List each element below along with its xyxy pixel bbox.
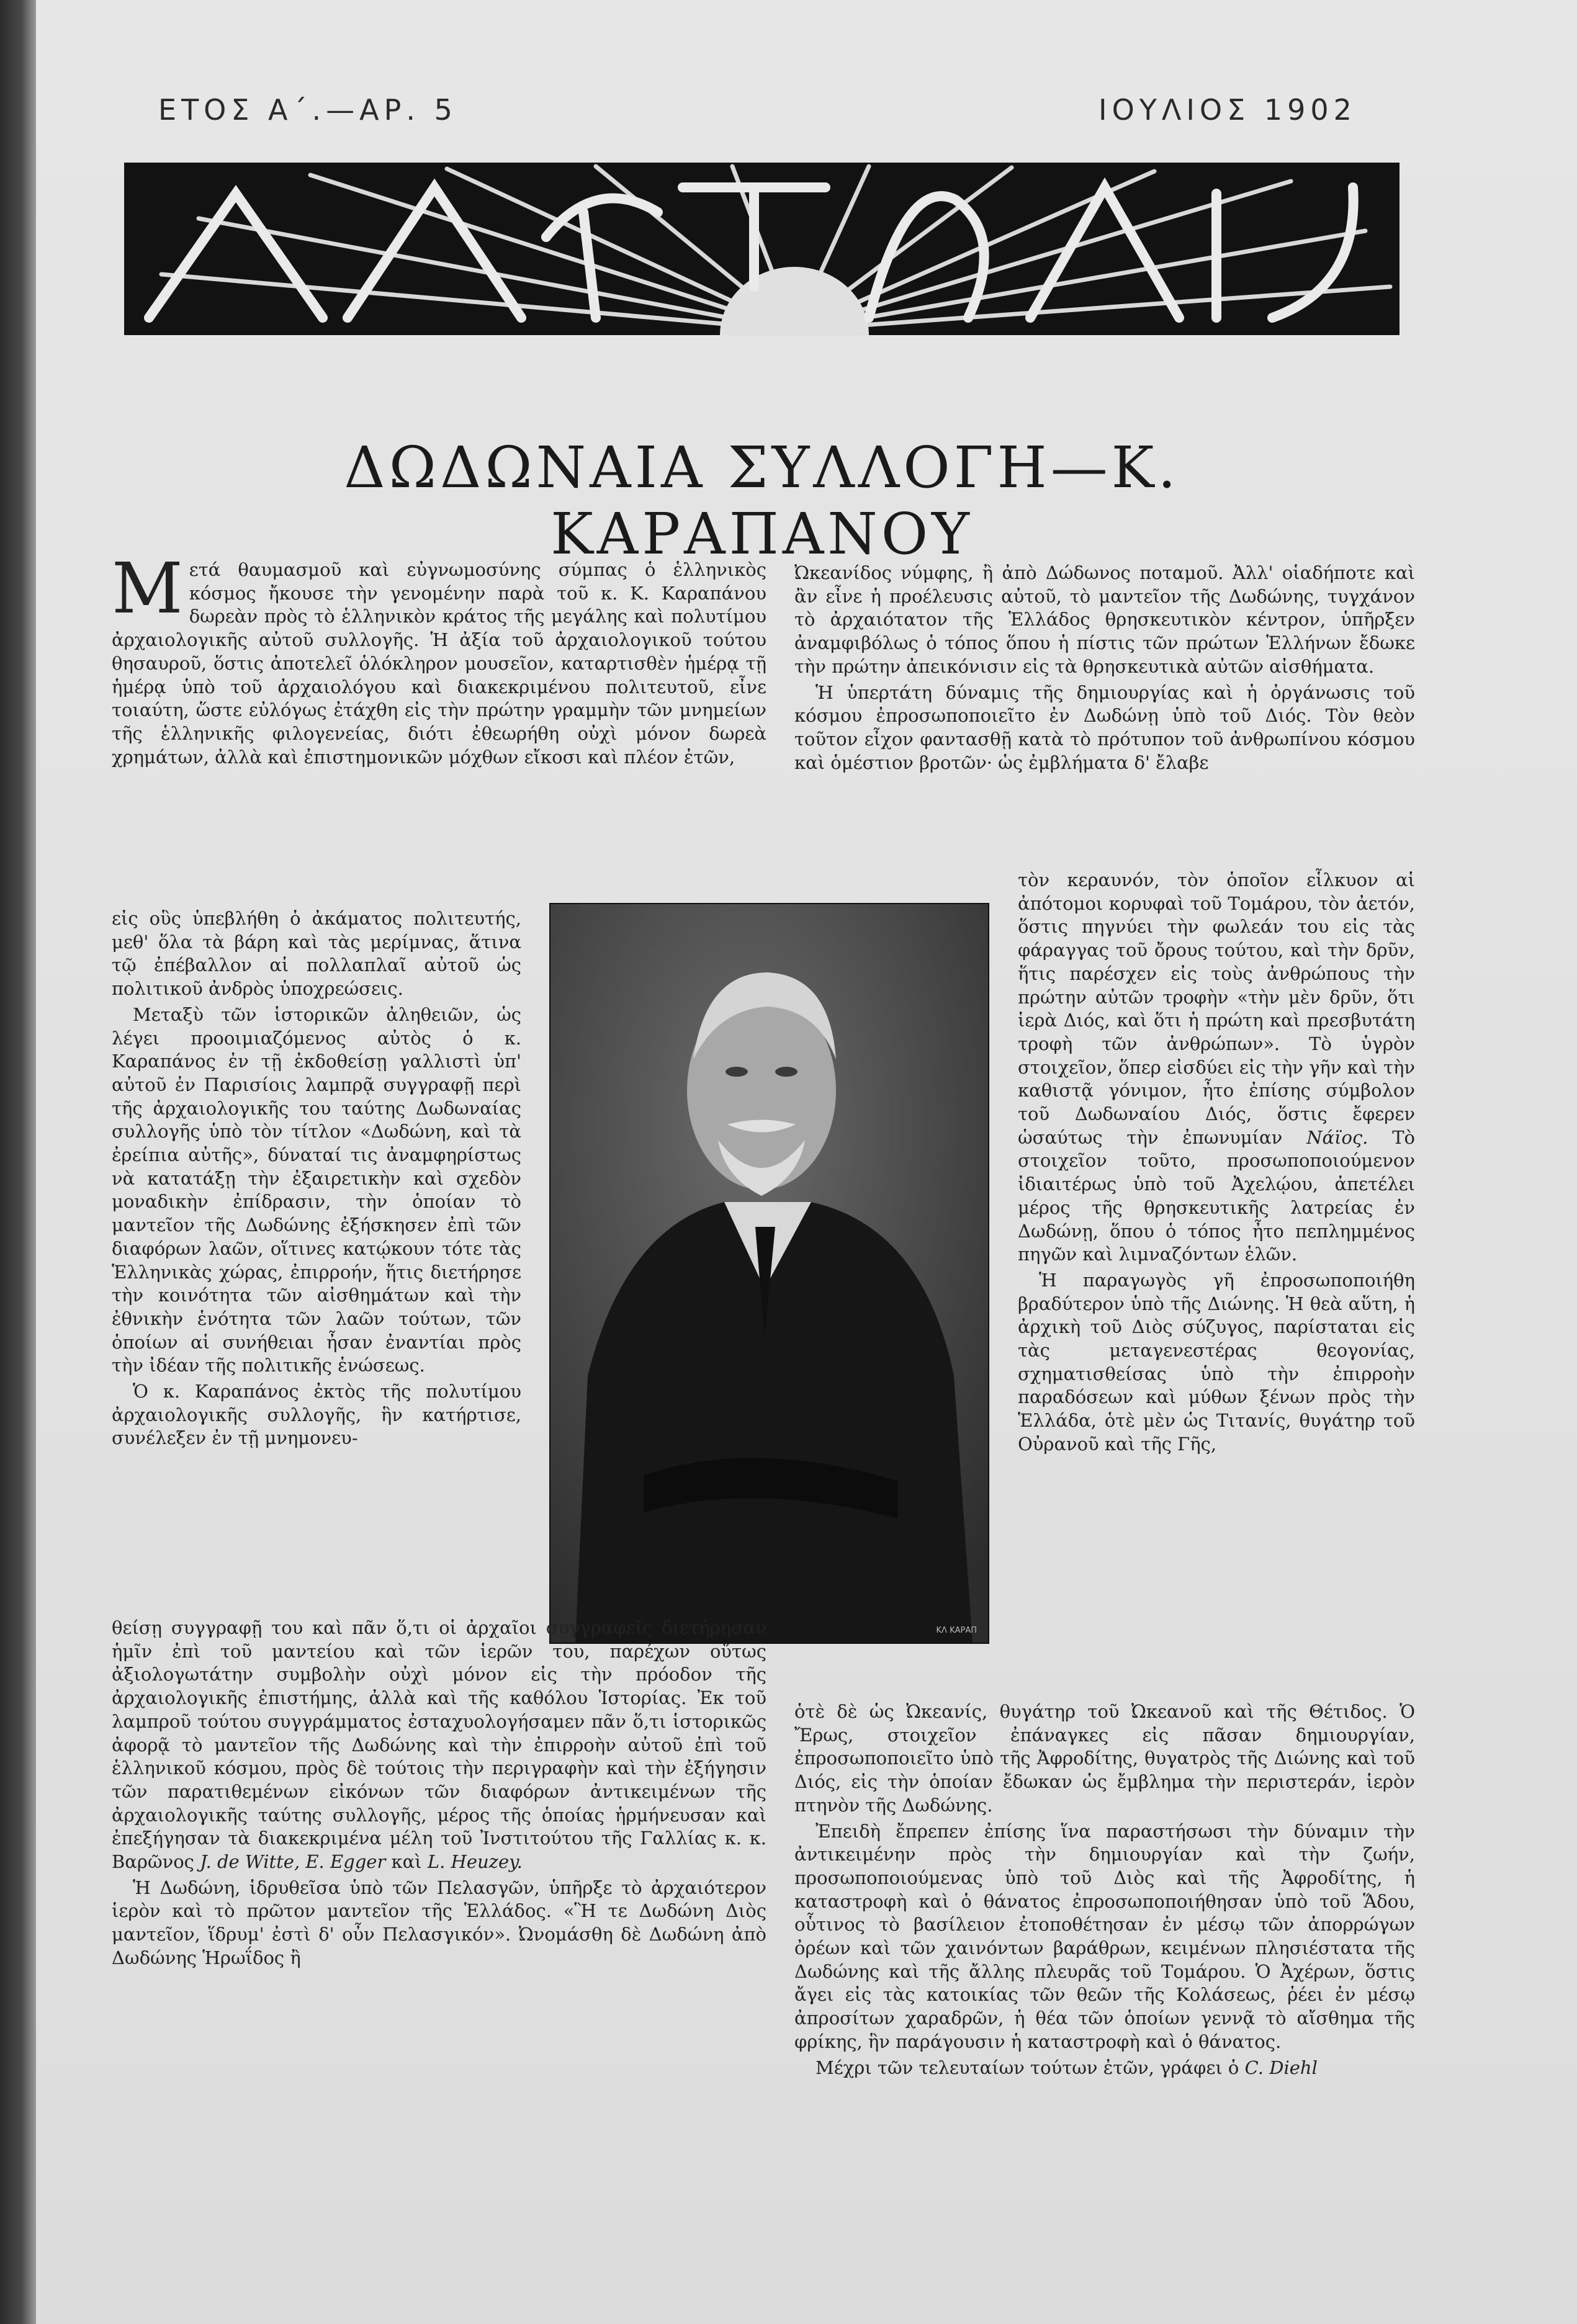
epithet-text: Νάϊος.	[1306, 1126, 1368, 1148]
masthead-sunburst-logo	[124, 163, 1400, 335]
article-title: ΔΩΔΩΝΑΙΑ ΣΥΛΛΟΓΗ—Κ. ΚΑΡΑΠΑΝΟΥ	[344, 434, 1180, 567]
article-paragraph: Ἡ παραγωγὸς γῆ ἐπροσωποποιήθη βραδύτερον ὑπὸ τῆς Διώνης. Ἡ θεὰ αὕτη, ἡ ἀρχικὴ τοῦ Διὸς σύζυγος, παρίσταται εἰς τὰς μεταγενεστέρας θεογονίας, σχηματισθείσας ὑπὸ τὴν ἐπιρροὴν παραδόσεων καὶ μύθων ξένων πρὸς τὴν Ἑλλάδα, ὁτὲ μὲν ὡς Τιτανίς, θυγάτηρ τοῦ Οὐρανοῦ καὶ τῆς Γῆς,	[1018, 1269, 1415, 1455]
masthead-banner	[124, 163, 1400, 335]
photo-credit: ΚΛ ΚΑΡΑΠ	[936, 1626, 977, 1635]
article-paragraph	[794, 2057, 1415, 2080]
article-paragraph: εἰς οὓς ὑπεβλήθη ὁ ἀκάματος πολιτευτής, μεθ' ὅλα τὰ βάρη καὶ τὰς μερίμνας, ἅτινα τῷ ἐπέβαλλον αἱ πολλαπλαῖ αὐτοῦ ὡς πολιτικοῦ ἀνδρὸς ὑποχρεώσεις.	[112, 908, 521, 1000]
issue-number: ΕΤΟΣ Α΄.—ΑΡ. 5	[158, 93, 457, 127]
article-column-right-top	[794, 562, 1415, 777]
article-column-right-narrow	[1018, 869, 1415, 1459]
article-paragraph: Μεταξὺ τῶν ἱστορικῶν ἀληθειῶν, ὡς λέγει προοιμιαζόμενος αὐτὸς ὁ κ. Καραπάνος ἐν τῇ ἐκδοθείσῃ γαλλιστὶ ὑπ' αὐτοῦ ἐν Παρισίοις λαμπρᾷ συγγραφῇ περὶ τῆς ἀρχαιολογικῆς του ταύτης Δωδωναίας συλλογῆς ὑπὸ τὸν τίτλον «Δωδώνη, καὶ τὰ ἐρείπια αὐτῆς», δύναταί τις ἀναμφηρίστως νὰ κατατάξῃ τὴν ἐξαιρετικὴν καὶ σχεδὸν μοναδικὴν ἐπίδρασιν, τὴν ὁποίαν τὸ μαντεῖον τῆς Δωδώνης ἐξήσκησεν ἐπὶ τῶν διαφόρων λαῶν, οἵτινες κατῴκουν τότε τὰς Ἑλληνικὰς χώρας, ἐπιρροήν, ἥτις διετήρησε τὴν κοινότητα τῶν αἰσθημάτων καὶ τὴν ἐθνικὴν ἑνότητα τῶν λαῶν τούτων, τῶν ὁποίων αἱ συνήθειαι ἦσαν ἐναντίαι πρὸς τὴν ἰδέαν τῆς πολιτικῆς ἑνώσεως.	[112, 1003, 521, 1376]
portrait-photograph	[549, 903, 989, 1644]
article-paragraph: Ὁ κ. Καραπάνος ἐκτὸς τῆς πολυτίμου ἀρχαιολογικῆς συλλογῆς, ἣν κατήρτισε, συνέλεξεν ἐν τῇ μνημονευ-	[112, 1381, 521, 1449]
book-binding-edge	[0, 0, 36, 2324]
article-paragraph: Ἡ ὑπερτάτη δύναμις τῆς δημιουργίας καὶ ἡ ὀργάνωσις τοῦ κόσμου ἐπροσωποποιεῖτο ἐν Δωδώνῃ ὑπὸ τοῦ Διός. Τὸν θεὸν τοῦτον εἶχον φαντασθῇ κατὰ τὸ πρότυπον τοῦ ἀνθρωπίνου κόσμου καὶ ὁμέστιον βροτῶν· ὡς ἐμβλήματα δ' ἔλαβε	[794, 681, 1415, 773]
article-column-right-bottom	[794, 1700, 1415, 2082]
conjunction-text: καὶ	[391, 1851, 422, 1873]
scholar-name: L. Heuzey.	[427, 1851, 523, 1873]
author-name: C. Diehl	[1244, 2057, 1318, 2078]
article-paragraph	[1018, 869, 1415, 1267]
paragraph-text: Τὸ στοιχεῖον τοῦτο, προσωποποιούμενον ἰδιαιτέρως ὑπὸ τοῦ Ἀχελῴου, ἀπετέλει μέρος τῆς θρησκευτικῆς λατρείας ἐν Δωδώνῃ, ὅπου ὁ τόπος ἦτο πεπλημμένος πηγῶν καὶ λιμναζόντων ἑλῶν.	[1018, 1126, 1416, 1265]
article-column-left-top	[112, 549, 766, 771]
paragraph-text: Μέχρι τῶν τελευταίων τούτων ἐτῶν, γράφει ὁ	[815, 2057, 1239, 2078]
portrait-figure	[550, 904, 988, 1643]
drop-cap: Μ	[112, 549, 183, 629]
article-column-left-bottom	[112, 1617, 766, 1973]
paragraph-text: τὸν κεραυνόν, τὸν ὁποῖον εἷλκυον αἱ ἀπότομοι κορυφαὶ τοῦ Τομάρου, τὸν ἀετόν, ὅστις πηγνύει τὴν φωλεάν του εἰς τὰς φάραγγας τοῦ ὄρους τούτου, καὶ τὴν δρῦν, ἥτις παρέσχεν εἰς τοὺς ἀνθρώπους τὴν πρώτην αὐτῶν τροφὴν «τὴν μὲν δρῦν, ὅτι ἱερὰ Διός, καὶ ὅτι ἡ πρώτη καὶ πρεσβυτάτη τροφὴ τῶν ἀνθρώπων». Τὸ ὑγρὸν στοιχεῖον, ὅπερ εἰσδύει εἰς τὴν γῆν καὶ τὴν καθιστᾷ γόνιμον, ἦτο ἐπίσης σύμβολον τοῦ Δωδωναίου Διός, ὅστις ἔφερεν ὡσαύτως τὴν ἐπωνυμίαν	[1018, 869, 1415, 1148]
paragraph-text: θείσῃ συγγραφῇ του καὶ πᾶν ὅ,τι οἱ ἀρχαῖοι συγγραφεῖς διετήρησαν ἡμῖν ἐπὶ τοῦ μαντείου καὶ τῶν ἱερῶν του, παρέχων οὕτως ἀξιολογωτάτην συμβολὴν οὐχὶ μόνον εἰς τὴν πρόοδον τῆς ἀρχαιολογικῆς ἐπιστήμης, ἀλλὰ καὶ τῆς καθόλου Ἱστορίας. Ἐκ τοῦ λαμπροῦ τούτου συγγράμματος ἐσταχυολογήσαμεν πᾶν ὅ,τι ἱστορικῶς ἀφορᾷ τὸ μαντεῖον τῆς Δωδώνης καὶ τὴν ἐπιρροὴν αὐτοῦ ἐπὶ τοῦ ἑλληνικοῦ κόσμου, πρὸς δὲ τούτοις τὴν περιγραφὴν καὶ τὴν ἐξήγησιν τῶν παρατιθεμένων εἰκόνων τῶν διαφόρων ἀντικειμένων τῆς ἀρχαιολογικῆς ταύτης συλλογῆς, μέρος τῆς ὁποίας ἡρμήνευσαν καὶ ἐπεξήγησαν τὰ διακεκριμένα μέλη τοῦ Ἰνστιτούτου τῆς Γαλλίας κ. κ. Βαρῶνος	[112, 1617, 766, 1873]
article-paragraph	[112, 1617, 766, 1874]
paragraph-text: ετά θαυμασμοῦ καὶ εὐγνωμοσύνης σύμπας ὁ ἑλληνικὸς κόσμος ἤκουσε τὴν γενομένην παρὰ τοῦ κ. Κ. Καραπάνου δωρεὰν πρὸς τὸ ἑλληνικὸν κράτος τῆς μεγάλης καὶ πολυτίμου ἀρχαιολογικῆς αὐτοῦ συλλογῆς. Ἡ ἀξία τοῦ ἀρχαιολογικοῦ τούτου θησαυροῦ, ὅστις ἀποτελεῖ ὁλόκληρον μουσεῖον, καταρτισθὲν ἡμέρᾳ τῇ ἡμέρᾳ ὑπὸ τοῦ ἀρχαιολόγου καὶ διακεκριμένου πολιτευτοῦ, εἶνε τοιαύτη, ὥστε εὐλόγως ἐτάχθη εἰς τὴν πρώτην γραμμὴν τῶν μνημείων τῆς ἑλληνικῆς φιλογενείας, διότι ἐθεωρήθη οὐχὶ μόνον δωρεὰ χρημάτων, ἀλλὰ καὶ ἐπιστημονικῶν μόχθων εἴκοσι καὶ πλέον ἐτῶν,	[112, 559, 766, 768]
scholar-names: J. de Witte, E. Egger	[200, 1851, 386, 1873]
issue-date: ΙΟΥΛΙΟΣ 1902	[1099, 93, 1357, 127]
article-column-left-narrow	[112, 907, 521, 1453]
article-paragraph: Ἐπειδὴ ἔπρεπεν ἐπίσης ἵνα παραστήσωσι τὴν δύναμιν τὴν ἀντικειμένην πρὸς τὴν δημιουργίαν καὶ τὴν ζωήν, προσωποποιούμενας ὑπὸ τοῦ Διὸς καὶ τῆς Ἀφροδίτης, ἡ καταστροφὴ καὶ ὁ θάνατος ἐπροσωποποιήθησαν ὑπὸ τοῦ Ἅδου, οὗτινος τὸ βασίλειον ἐτοποθέτησαν ἐν μέσῳ τῶν ἀπορρώγων ὀρέων καὶ τῶν χαινόντων βαράθρων, κειμένων πλησιέστατα τῆς Δωδώνης καὶ τῆς ἄλλης πλευρᾶς τοῦ Τομάρου. Ὁ Ἀχέρων, ὅστις ἄγει εἰς τὰς κατοικίας τῶν θεῶν τῆς Κολάσεως, ῥέει ἐν μέσῳ ἀπροσίτων χαραδρῶν, ἡ θέα τῶν ὁποίων γεννᾷ τὸ αἴσθημα τῆς φρίκης, ἣν παράγουσιν ἡ καταστροφὴ καὶ ὁ θάνατος.	[794, 1820, 1415, 2052]
article-paragraph	[112, 549, 766, 769]
article-paragraph: Ὠκεανίδος νύμφης, ἢ ἀπὸ Δώδωνος ποταμοῦ. Ἀλλ' οἱαδήποτε καὶ ἂν εἶνε ἡ προέλευσις αὐτοῦ, τὸ μαντεῖον τῆς Δωδώνης, τυγχάνον τὸ ἀρχαιότατον τῆς Ἑλλάδος θρησκευτικὸν κέντρον, ὑπῆρξεν ἀναμφιβόλως ὁ τόπος ὅπου ἡ πίστις τῶν πρώτων Ἑλλήνων ἔδωκε τὴν πρώτην ἀπεικόνισιν εἰς τὰ θρησκευτικὰ αὐτῶν αἰσθήματα.	[794, 562, 1415, 677]
article-paragraph: Ἡ Δωδώνη, ἱδρυθεῖσα ὑπὸ τῶν Πελασγῶν, ὑπῆρξε τὸ ἀρχαιότερον ἱερὸν καὶ τὸ πρῶτον μαντεῖον τῆς Ἑλλάδος. «Ἣ τε Δωδώνη Διὸς μαντεῖον, ἵδρυμ' ἐστὶ δ' οὖν Πελασγικόν». Ὠνομάσθη δὲ Δωδώνη ἀπὸ Δωδώνης Ἡρωΐδος ἢ	[112, 1877, 766, 1968]
article-paragraph: ὁτὲ δὲ ὡς Ὠκεανίς, θυγάτηρ τοῦ Ὠκεανοῦ καὶ τῆς Θέτιδος. Ὁ Ἔρως, στοιχεῖον ἐπάναγκες εἰς πᾶσαν δημιουργίαν, ἐπροσωποποιεῖτο ὑπὸ τῆς Ἀφροδίτης, θυγατρὸς τῆς Διώνης καὶ τοῦ Διός, εἰς τὴν ὁποίαν ἔδωκαν ὡς ἔμβλημα τὴν περιστεράν, ἱερὸν πτηνὸν τῆς Δωδώνης.	[794, 1701, 1415, 1816]
